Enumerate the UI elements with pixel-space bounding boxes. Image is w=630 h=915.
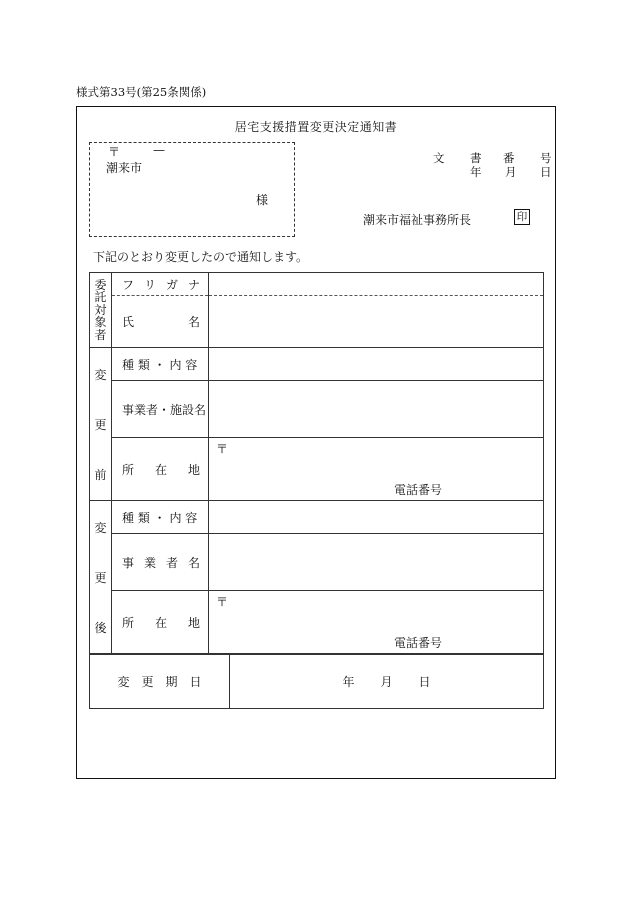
after-location-field[interactable]: [209, 591, 544, 654]
before-provider-label: [112, 381, 209, 438]
name-label: [112, 296, 209, 348]
postal-mark: 〒: [216, 595, 229, 609]
doc-number-char: 番: [503, 151, 515, 165]
change-date-day: 日: [418, 675, 431, 689]
label-char: 所: [122, 462, 135, 477]
furigana-field[interactable]: [209, 273, 544, 296]
change-date-table: [89, 654, 544, 709]
label-char: 在: [154, 615, 167, 630]
label-text: 事業者・施設名: [122, 402, 207, 417]
doc-number-char: 文: [433, 151, 445, 165]
before-type-field[interactable]: [209, 348, 544, 381]
label-char: 者: [165, 555, 178, 570]
before-type-label: [112, 348, 209, 381]
furigana-label: [112, 273, 209, 296]
label-char: ナ: [187, 277, 200, 292]
before-location-field[interactable]: [209, 438, 544, 501]
table-row: [90, 296, 544, 348]
table-row: [90, 438, 544, 501]
name-field[interactable]: [209, 296, 544, 348]
after-provider-label: [112, 534, 209, 591]
side-char: 更: [94, 570, 107, 585]
table-row: [90, 501, 544, 534]
before-location-label: [112, 438, 209, 501]
before-side-label: [90, 348, 112, 501]
intro-text: 下記のとおり変更したので通知します。: [93, 250, 309, 264]
label-char: 業: [143, 555, 156, 570]
table-row: [90, 591, 544, 654]
doc-number-char: 書: [470, 151, 482, 165]
label-text: 種 類 ・ 内 容: [122, 510, 198, 525]
side-char: 者: [94, 327, 107, 342]
document-title: 居宅支援措置変更決定通知書: [234, 120, 398, 134]
side-char: 象: [94, 315, 107, 330]
label-text: 種 類 ・ 内 容: [122, 357, 198, 372]
phone-label: 電話番号: [394, 483, 443, 497]
issue-date-year: 年: [470, 165, 482, 179]
seal-mark: 印: [514, 209, 530, 225]
phone-label: 電話番号: [394, 636, 443, 650]
side-char: 委: [94, 277, 107, 292]
change-date-field[interactable]: [230, 655, 544, 709]
side-char: 後: [94, 620, 107, 635]
side-char: 託: [94, 290, 107, 305]
issuer-name: 潮来市福祉事務所長: [363, 213, 472, 227]
label-text: 変更期日: [117, 675, 214, 689]
subject-side-label: [90, 273, 112, 348]
recipient-honorific: 様: [256, 193, 269, 207]
after-type-field[interactable]: [209, 501, 544, 534]
label-char: 所: [122, 615, 135, 630]
recipient-postal-dash: —: [153, 143, 165, 157]
table-row: [90, 348, 544, 381]
side-char: 対: [94, 302, 107, 317]
label-char: 事: [122, 555, 135, 570]
form-number: 様式第33号(第25条関係): [76, 85, 207, 99]
label-char: 地: [187, 462, 200, 477]
table-row: [90, 655, 544, 709]
label-char: ガ: [165, 277, 178, 292]
recipient-city: 潮来市: [106, 161, 143, 175]
table-row: [90, 381, 544, 438]
change-date-label: [90, 655, 230, 709]
table-row: [90, 534, 544, 591]
after-location-label: [112, 591, 209, 654]
change-date-year: 年: [342, 675, 355, 689]
label-char: 名: [187, 315, 200, 329]
label-char: リ: [143, 277, 156, 292]
side-char: 更: [94, 417, 107, 432]
issue-date-month: 月: [505, 165, 517, 179]
table-row: [90, 273, 544, 296]
side-char: 変: [94, 520, 107, 535]
after-provider-field[interactable]: [209, 534, 544, 591]
side-char: 前: [94, 467, 107, 482]
side-char: 変: [94, 367, 107, 382]
label-char: 在: [154, 462, 167, 477]
after-type-label: [112, 501, 209, 534]
label-char: 氏: [122, 315, 135, 329]
before-provider-field[interactable]: [209, 381, 544, 438]
label-char: フ: [122, 277, 135, 292]
change-date-month: 月: [380, 675, 393, 689]
label-char: 名: [187, 555, 200, 570]
recipient-postal-mark: 〒: [108, 145, 121, 159]
label-char: 地: [187, 615, 200, 630]
postal-mark: 〒: [216, 442, 229, 456]
issue-date-day: 日: [540, 165, 552, 179]
change-details-table: [89, 272, 544, 654]
after-side-label: [90, 501, 112, 654]
doc-number-char: 号: [540, 151, 552, 165]
